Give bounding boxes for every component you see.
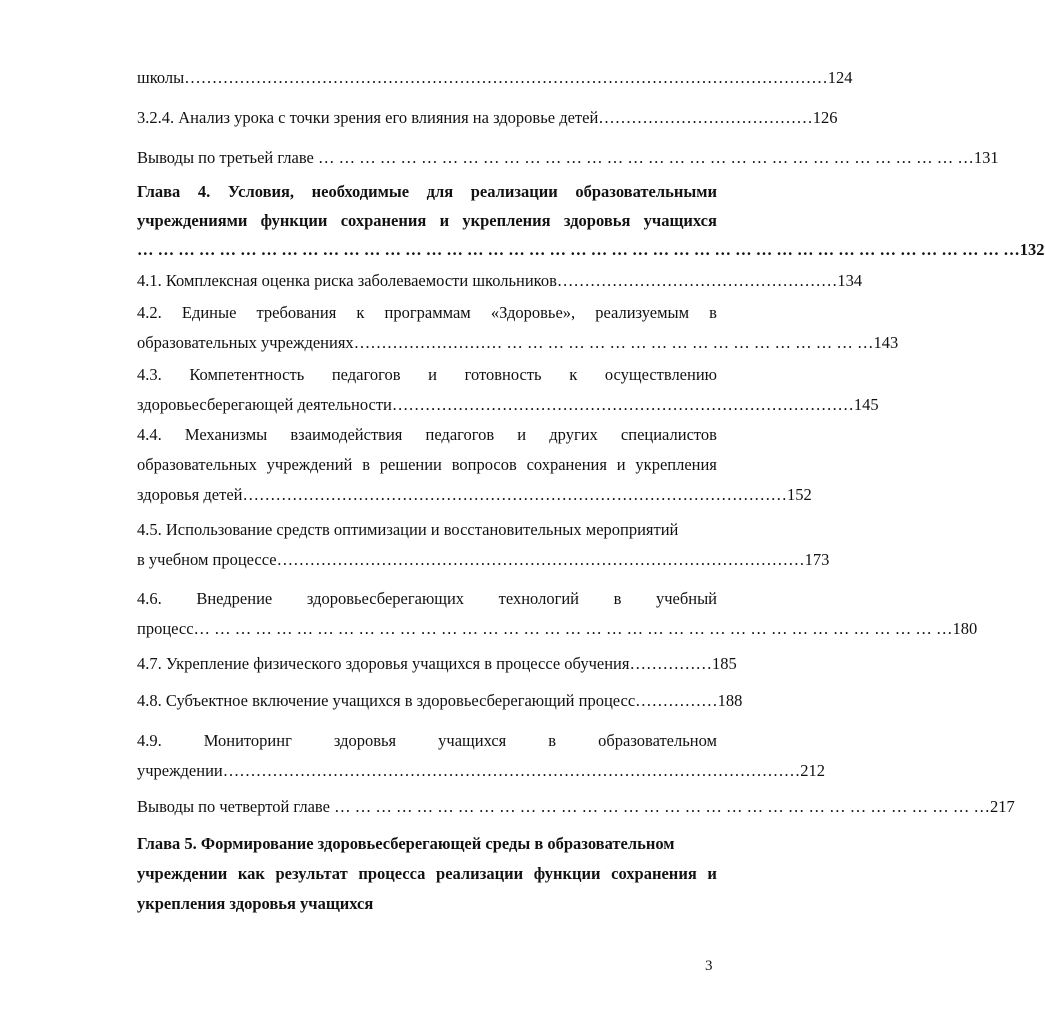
toc-entry-text: 3.2.4. Анализ урока с точки зрения его влияния на здоровье детей <box>137 108 599 127</box>
leader-dots: … … … … … … … … … … … … … … … … … … … … … … … … … … … … … … … … … … … … … <box>193 619 953 638</box>
chapter5-title-line3: укрепления здоровья учащихся <box>137 894 374 913</box>
toc-entry-text: учреждении <box>137 761 223 780</box>
toc-entry-4-6-line2 <box>137 619 978 639</box>
toc-entry-page: 124 <box>827 68 853 87</box>
toc-entry-page: 188 <box>717 691 743 710</box>
toc-entry-4-1 <box>137 271 863 291</box>
leader-dots: …………… <box>635 691 718 710</box>
toc-entry-text: школы <box>137 68 185 87</box>
toc-entry-text: образовательных учреждениях <box>137 333 354 352</box>
toc-entry-4-4-line1: 4.4. Механизмы взаимодействия педагогов и других специалистов <box>137 425 717 444</box>
toc-entry-4-3-line2 <box>137 395 879 415</box>
chapter4-title-line1: Глава 4. Условия, необходимые для реализации образовательными <box>137 182 717 201</box>
toc-entry-text: 4.1. Комплексная оценка риска заболеваемости школьников <box>137 271 557 290</box>
chapter4-leader-line <box>137 240 1045 260</box>
toc-entry-page: 131 <box>973 148 999 167</box>
toc-entry-4-2-line1: 4.2. Единые требования к программам «Здоровье», реализуемым в <box>137 303 717 322</box>
toc-entry-4-5-line2 <box>137 550 830 570</box>
toc-entry-4-3-line1: 4.3. Компетентность педагогов и готовность к осуществлению <box>137 365 717 384</box>
leader-dots: … … … … … … … … … … … … … … … … … … … … … … … … … … … … … … … … <box>313 148 974 167</box>
toc-entry-page: 180 <box>952 619 978 638</box>
leader-dots: …………………………………………… <box>556 271 838 290</box>
toc-entry-page: 145 <box>853 395 879 414</box>
leader-dots: ……………………… … … … … … … … … … … … … … … … … … … <box>353 333 874 352</box>
toc-entry-schools <box>137 68 853 88</box>
toc-entry-conclusions-3 <box>137 148 999 168</box>
toc-entry-page: 173 <box>804 550 830 569</box>
leader-dots: …………………………………………………………………………………… <box>276 550 805 569</box>
toc-entry-page: 132 <box>1019 240 1045 259</box>
toc-entry-4-9-line2 <box>137 761 825 781</box>
leader-dots: … … … … … … … … … … … … … … … … … … … … … … … … … … … … … … … … … … … … … … … … … … … <box>137 240 1020 259</box>
toc-entry-page: 134 <box>837 271 863 290</box>
leader-dots: …………………………………………………………………………………………… <box>222 761 801 780</box>
chapter5-title-line2: учреждении как результат процесса реализации функции сохранения и <box>137 864 717 883</box>
toc-entry-conclusions-4 <box>137 797 1015 817</box>
toc-entry-4-5-line1: 4.5. Использование средств оптимизации и восстановительных мероприятий <box>137 520 679 539</box>
toc-entry-4-6-line1: 4.6. Внедрение здоровьесберегающих технологий в учебный <box>137 589 717 608</box>
toc-entry-page: 143 <box>873 333 899 352</box>
toc-entry-text: 4.7. Укрепление физического здоровья учащихся в процессе обучения <box>137 654 630 673</box>
leader-dots: ………………………………………………………………………… <box>391 395 854 414</box>
toc-entry-text: 4.8. Субъектное включение учащихся в здоровьесберегающий процесс <box>137 691 636 710</box>
toc-entry-text: здоровья детей <box>137 485 243 504</box>
toc-entry-4-4-line3 <box>137 485 812 505</box>
toc-entry-page: 217 <box>989 797 1015 816</box>
toc-entry-text: Выводы по четвертой главе <box>137 797 330 816</box>
leader-dots: …………… <box>629 654 712 673</box>
leader-dots: ……………………………………………………………………………………… <box>242 485 787 504</box>
leader-dots: … … … … … … … … … … … … … … … … … … … … … … … … … … … … … … … … <box>329 797 990 816</box>
toc-entry-page: 126 <box>812 108 838 127</box>
toc-entry-text: здоровьесберегающей деятельности <box>137 395 392 414</box>
leader-dots: ………………………………… <box>598 108 813 127</box>
toc-entry-3-2-4 <box>137 108 838 128</box>
toc-entry-4-2-line2 <box>137 333 899 353</box>
chapter5-title-line1: Глава 5. Формирование здоровьесберегающей среды в образовательном <box>137 834 675 853</box>
leader-dots: ……………………………………………………………………………………………………… <box>184 68 828 87</box>
toc-entry-page: 152 <box>786 485 812 504</box>
page-number: 3 <box>705 958 713 974</box>
toc-entry-page: 185 <box>711 654 737 673</box>
toc-entry-text: процесс <box>137 619 194 638</box>
chapter4-title-line2: учреждениями функции сохранения и укрепления здоровья учащихся <box>137 211 717 230</box>
toc-entry-4-9-line1: 4.9. Мониторинг здоровья учащихся в образовательном <box>137 731 717 750</box>
toc-entry-4-8 <box>137 691 743 711</box>
toc-entry-page: 212 <box>800 761 825 780</box>
toc-entry-text: в учебном процессе <box>137 550 277 569</box>
toc-entry-4-7 <box>137 654 737 674</box>
toc-entry-4-4-line2: образовательных учреждений в решении вопросов сохранения и укрепления <box>137 455 717 474</box>
toc-entry-text: Выводы по третьей главе <box>137 148 314 167</box>
